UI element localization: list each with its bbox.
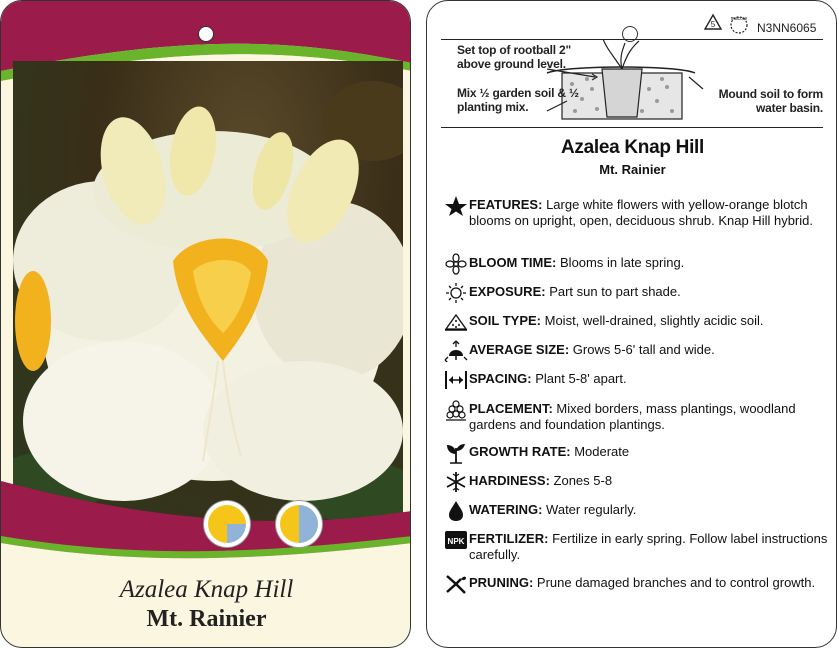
attr-label: BLOOM TIME: — [469, 255, 557, 270]
attr-value: Large white flowers with yellow-orange blotch blooms on upright, open, deciduous shrub. Knap Hill hybrid. — [469, 197, 813, 228]
recycle-icon — [703, 13, 753, 35]
attr-label: GROWTH RATE: — [469, 444, 571, 459]
part-shade-icon — [276, 501, 322, 547]
snowflake-icon — [443, 471, 469, 493]
attr-watering — [443, 502, 828, 522]
growth-icon — [443, 442, 469, 464]
attr-bloom-time — [443, 255, 828, 275]
part-sun-icon — [204, 501, 250, 547]
attr-value: Blooms in late spring. — [560, 255, 685, 270]
azalea-photo — [13, 61, 403, 531]
attr-label: AVERAGE SIZE: — [469, 342, 570, 357]
attr-label: HARDINESS: — [469, 473, 550, 488]
recycle-label: macore — [730, 16, 748, 22]
attr-label: EXPOSURE: — [469, 284, 546, 299]
attr-placement — [443, 401, 828, 433]
attr-hardiness — [443, 473, 828, 493]
back-cultivar-name: Mt. Rainier — [599, 162, 666, 177]
size-icon — [443, 340, 469, 362]
divider — [441, 127, 823, 128]
attr-value: Zones 5-8 — [553, 473, 613, 488]
placement-icon — [443, 399, 469, 421]
attr-value: Fertilize in early spring. Follow label instructions carefully. — [469, 531, 828, 562]
front-tag — [0, 0, 411, 648]
hang-hole — [198, 26, 214, 42]
spacing-icon — [443, 369, 469, 391]
pruner-icon — [443, 573, 469, 595]
attr-label: SOIL TYPE: — [469, 313, 541, 328]
attr-average-size — [443, 342, 828, 362]
attr-fertilizer — [443, 531, 828, 563]
rootball-note: Set top of rootball 2" above ground level. — [457, 43, 571, 71]
soil-icon — [443, 311, 469, 333]
back-plant-name: Azalea Knap Hill — [560, 137, 705, 158]
recycle-number: 5 — [710, 20, 716, 29]
attr-value: Mixed borders, mass plantings, woodland gardens and foundation plantings. — [469, 401, 796, 432]
attr-label: SPACING: — [469, 371, 532, 386]
attr-exposure — [443, 284, 828, 304]
front-plant-name: Azalea Knap Hill — [119, 576, 294, 603]
attr-label: FERTILIZER: — [469, 531, 549, 546]
attr-value: Grows 5-6' tall and wide. — [572, 342, 715, 357]
attr-label: PRUNING: — [469, 575, 534, 590]
attr-value: Moderate — [574, 444, 630, 459]
attr-spacing — [443, 371, 828, 391]
attr-soil-type — [443, 313, 828, 333]
attr-label: PLACEMENT: — [469, 401, 553, 416]
svg-text:NPK: NPK — [447, 537, 465, 546]
product-code: N3NN6065 — [757, 21, 817, 35]
attr-value: Water regularly. — [546, 502, 637, 517]
attr-label: FEATURES: — [469, 197, 543, 212]
star-icon — [443, 195, 469, 217]
attr-pruning — [443, 575, 828, 595]
attr-value: Plant 5-8' apart. — [535, 371, 627, 386]
flower-icon — [443, 253, 469, 275]
water-drop-icon — [443, 500, 469, 522]
npk-icon — [443, 529, 469, 551]
attr-value: Part sun to part shade. — [549, 284, 681, 299]
attr-label: WATERING: — [469, 502, 543, 517]
attr-value: Moist, well-drained, slightly acidic soil. — [544, 313, 764, 328]
attr-value: Prune damaged branches and to control growth. — [536, 575, 816, 590]
sun-icon — [443, 282, 469, 304]
back-tag — [426, 0, 837, 648]
attr-features — [443, 197, 828, 229]
mound-note: Mound soil to form water basin. — [718, 87, 823, 115]
soil-mix-note: Mix ½ garden soil & ½ planting mix. — [457, 86, 579, 114]
front-cultivar-name: Mt. Rainier — [146, 606, 267, 632]
attr-growth-rate — [443, 444, 828, 464]
